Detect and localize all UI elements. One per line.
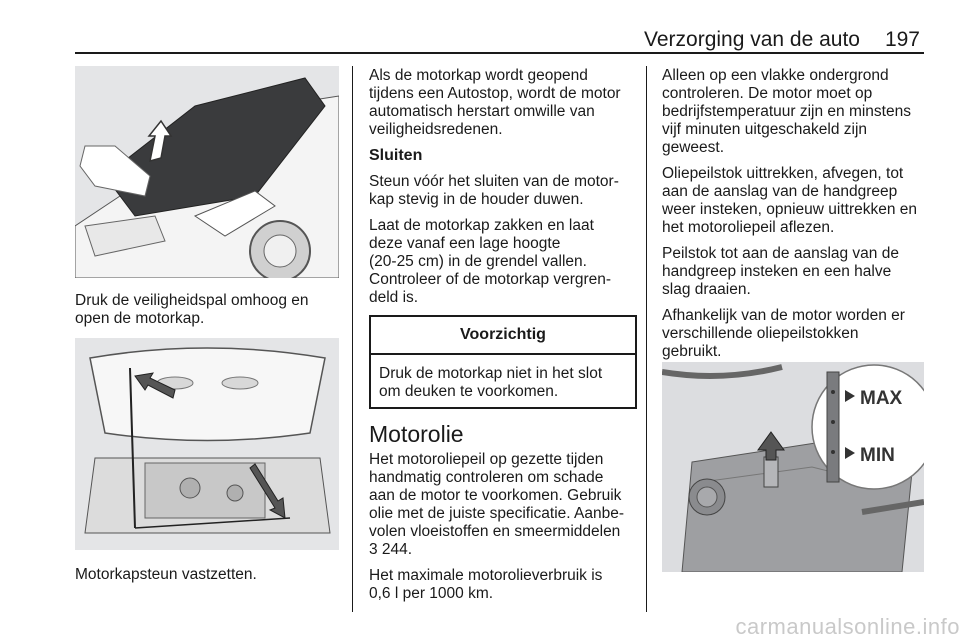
paragraph-level-ground: Alleen op een vlakke ondergrond controleren. De motor moet op bedrijfstemperatuur zijn en minstens vijf minuten uitgeschakeld zijn geweest. <box>662 67 911 156</box>
page-number: 197 <box>884 28 920 51</box>
caption-hood-support: Motorkapsteun vastzetten. <box>75 566 257 583</box>
column-1-caption-2 <box>75 566 343 592</box>
dipstick-min-label: MIN <box>860 445 895 466</box>
paragraph-dipstick-insert: Peilstok tot aan de aanslag van de handgreep insteken en een halve slag draaien. <box>662 245 899 298</box>
caption-hood-release: Druk de veiligheidspal omhoog en open de motorkap. <box>75 292 309 327</box>
paragraph-dipstick-read: Oliepeilstok uittrekken, afvegen, tot aan de aanslag van de handgreep weer insteken, opnieuw uittrekken en het motoroliepeil aflezen. <box>662 165 918 236</box>
caution-text: Druk de motorkap niet in het slot om deuken te voorkomen. <box>379 365 603 400</box>
hood-support-illustration <box>75 338 339 550</box>
column-divider-2 <box>646 66 647 612</box>
heading-engine-oil: Motorolie <box>369 421 464 447</box>
paragraph-lower-hood: Laat de motorkap zakken en laat deze vanaf een lage hoogte (20-25 cm) in de grendel vallen. Controleer of de motorkap vergren- deld is. <box>369 217 612 306</box>
column-3-text <box>662 67 930 369</box>
dipstick-illustration <box>662 362 924 572</box>
column-1-text <box>75 292 343 336</box>
header-divider <box>75 52 924 54</box>
figure-dipstick <box>662 362 924 572</box>
column-2-text <box>369 67 637 611</box>
caution-box <box>369 315 637 409</box>
figure-hood-release <box>75 66 339 278</box>
page-header-title: Verzorging van de auto <box>644 28 860 51</box>
figure-hood-support <box>75 338 339 550</box>
paragraph-autostop: Als de motorkap wordt geopend tijdens een Autostop, wordt de motor automatisch herstart omwille van veiligheidsredenen. <box>369 67 621 138</box>
caution-title: Voorzichtig <box>371 317 635 355</box>
paragraph-oil-consumption: Het maximale motorolieverbruik is 0,6 l per 1000 km. <box>369 567 603 602</box>
watermark: carmanualsonline.info <box>735 614 960 639</box>
heading-closing: Sluiten <box>369 147 423 164</box>
paragraph-support-push: Steun vóór het sluiten van de motor- kap stevig in de houder duwen. <box>369 173 619 208</box>
paragraph-oil-check: Het motoroliepeil op gezette tijden handmatig controleren om schade aan de motor te voorkomen. Gebruik olie met de juiste specificatie. Aanbe- volen vloeistoffen en smeermiddelen 3 244. <box>369 451 625 558</box>
dipstick-max-label: MAX <box>860 388 903 409</box>
hood-release-illustration <box>75 66 339 278</box>
column-divider-1 <box>352 66 353 612</box>
paragraph-dipstick-types: Afhankelijk van de motor worden er verschillende oliepeilstokken gebruikt. <box>662 307 905 360</box>
